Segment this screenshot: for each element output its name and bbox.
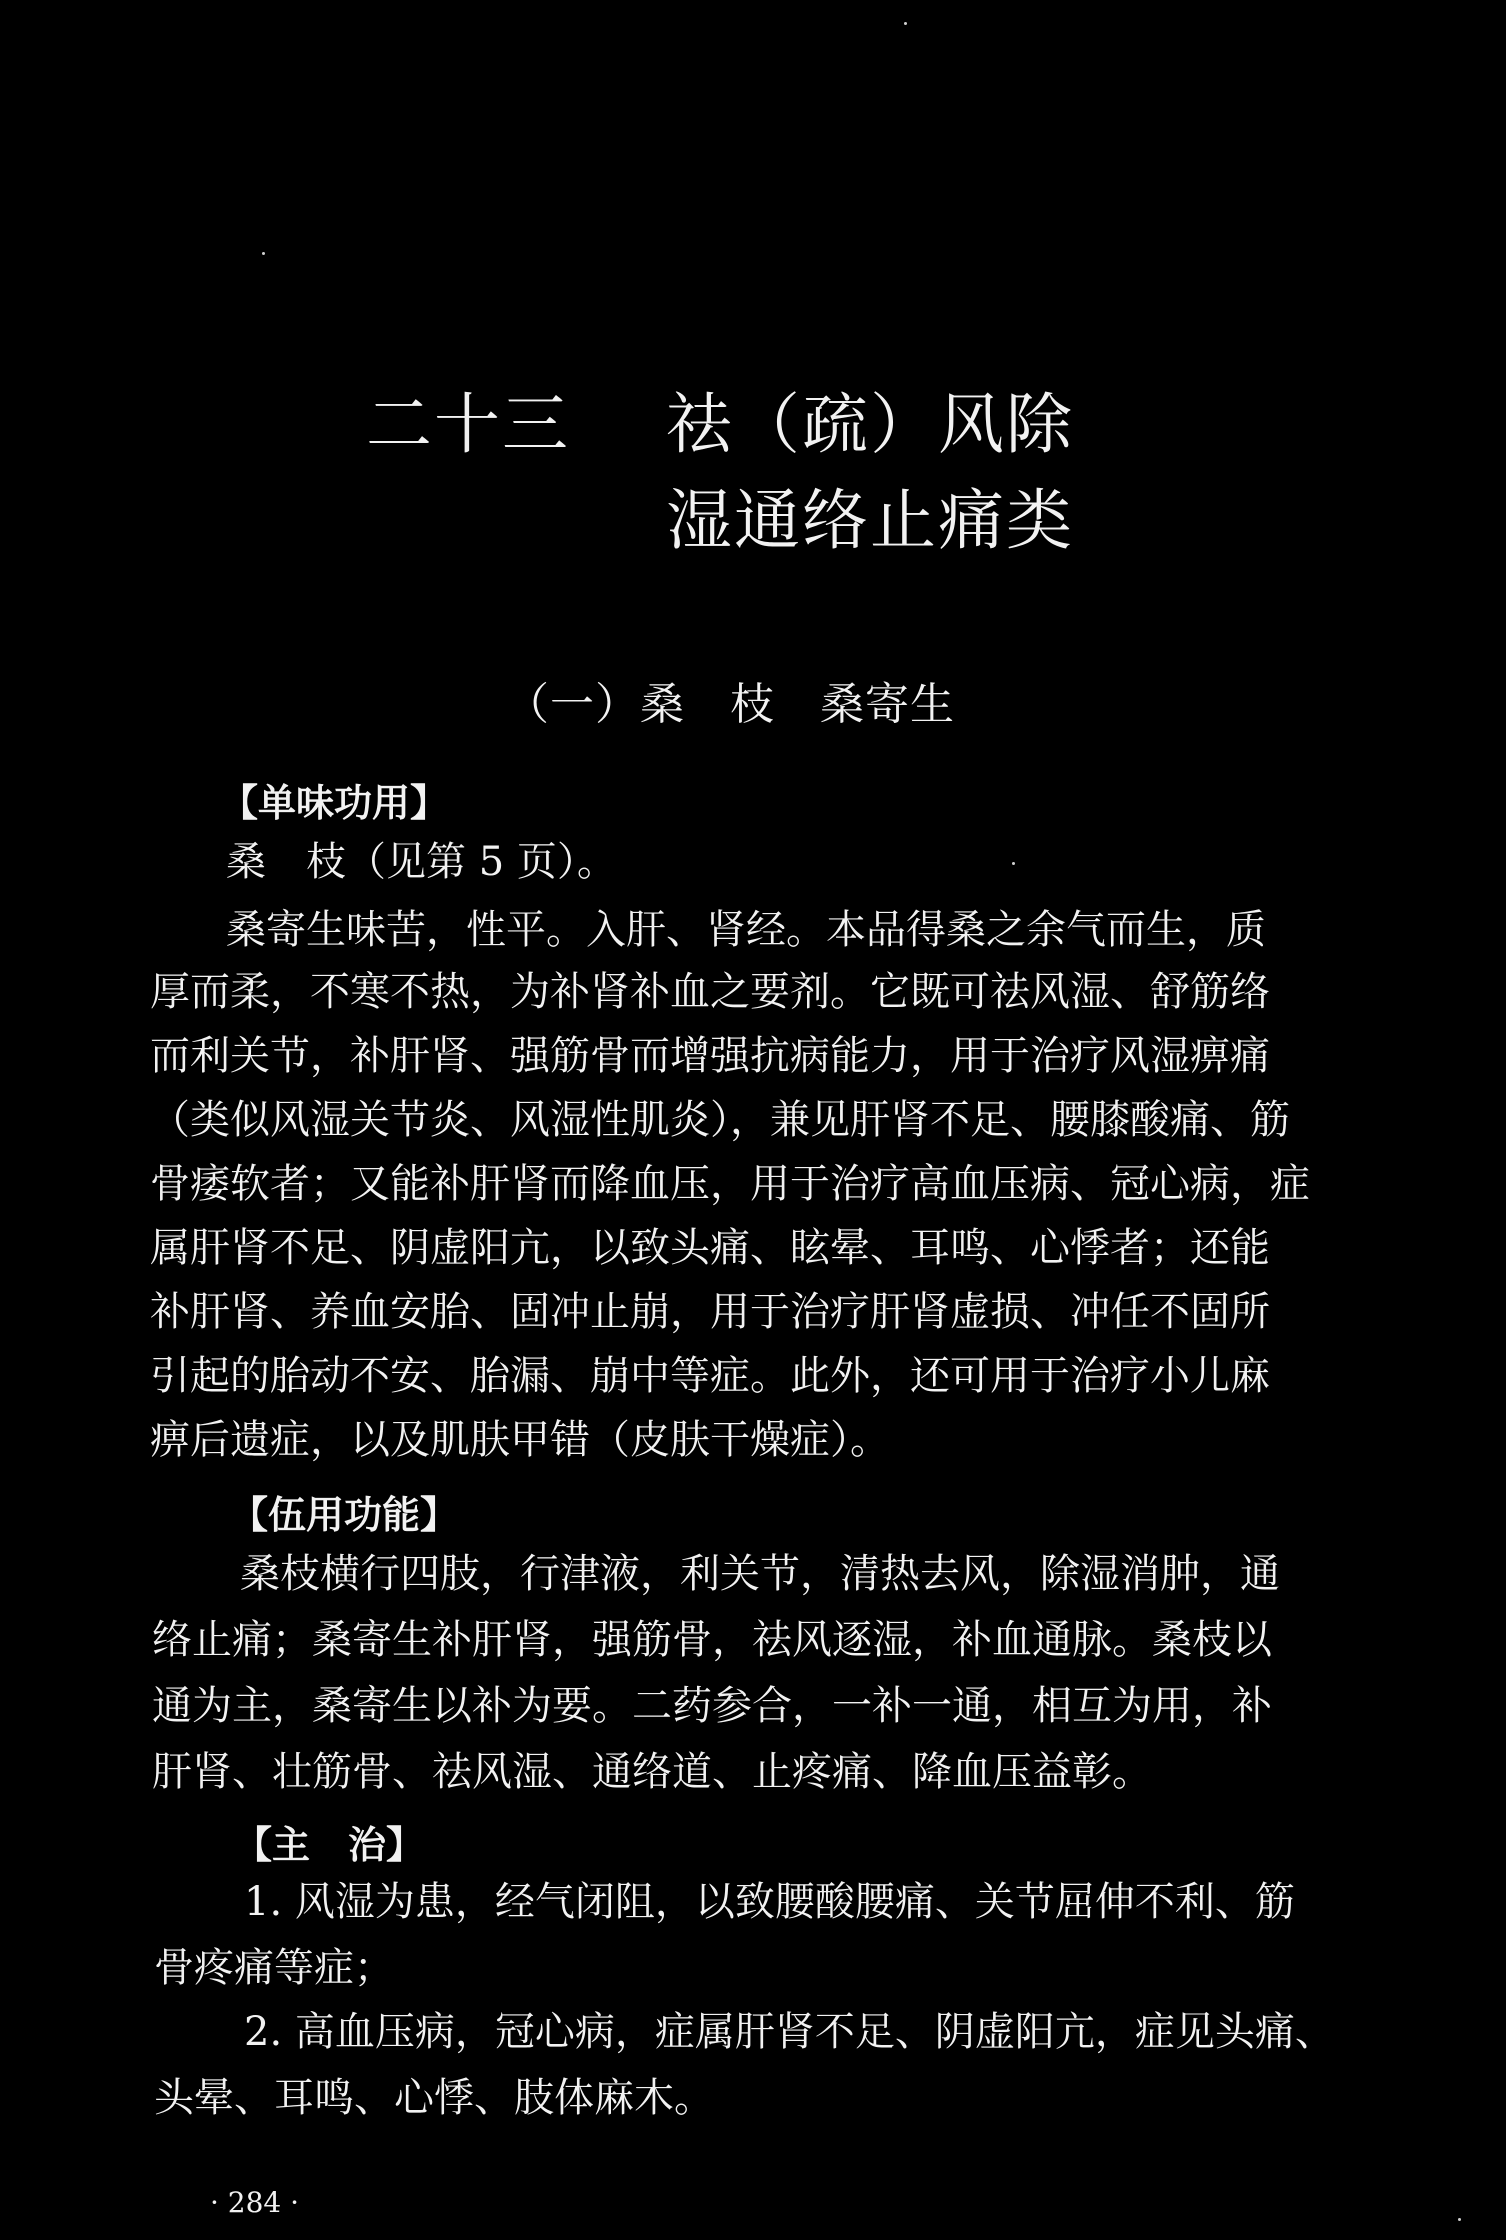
- scan-speck: [1012, 862, 1015, 865]
- single-use-line: 补肝肾、养血安胎、固冲止崩，用于治疗肝肾虚损、冲任不固所: [150, 1289, 1270, 1335]
- single-use-line: 桑 枝（见第 5 页）。: [226, 839, 617, 885]
- indications-tag: 【主 治】: [234, 1823, 425, 1867]
- single-use-line: 引起的胎动不安、胎漏、崩中等症。此外，还可用于治疗小儿麻: [150, 1353, 1270, 1399]
- section-heading: （一）桑 枝 桑寄生: [505, 679, 955, 730]
- indication-line: 1. 风湿为患，经气闭阻，以致腰酸腰痛、关节屈伸不利、筋: [244, 1879, 1295, 1925]
- chapter-title-line-1: 祛（疏）风除: [666, 386, 1074, 463]
- combined-use-line: 肝肾、壮筋骨、祛风湿、通络道、止疼痛、降血压益彰。: [152, 1749, 1152, 1795]
- single-use-tag: 【单味功用】: [220, 781, 449, 825]
- single-use-line: 而利关节，补肝肾、强筋骨而增强抗病能力，用于治疗风湿痹痛: [150, 1033, 1270, 1079]
- indication-line: 骨疼痛等症；: [154, 1945, 394, 1991]
- indication-line: 头晕、耳鸣、心悸、肢体麻木。: [154, 2075, 714, 2121]
- chapter-number: 二十三: [366, 386, 570, 463]
- combined-use-line: 络止痛；桑寄生补肝肾，强筋骨，祛风逐湿，补血通脉。桑枝以: [152, 1617, 1272, 1663]
- single-use-line: 厚而柔，不寒不热，为补肾补血之要剂。它既可祛风湿、舒筋络: [150, 969, 1270, 1015]
- page-number: · 284 ·: [210, 2186, 300, 2219]
- scan-speck: [1458, 2218, 1461, 2221]
- chapter-title-line-2: 湿通络止痛类: [666, 482, 1074, 559]
- single-use-line: 痹后遗症，以及肌肤甲错（皮肤干燥症）。: [150, 1417, 890, 1463]
- scan-speck: [904, 22, 907, 25]
- combined-use-tag: 【伍用功能】: [230, 1493, 459, 1537]
- scan-speck: [262, 252, 265, 255]
- combined-use-line: 通为主，桑寄生以补为要。二药参合，一补一通，相互为用，补: [152, 1683, 1272, 1729]
- single-use-line: 属肝肾不足、阴虚阳亢，以致头痛、眩晕、耳鸣、心悸者；还能: [150, 1225, 1270, 1271]
- indication-line: 2. 高血压病，冠心病，症属肝肾不足、阴虚阳亢，症见头痛、: [244, 2009, 1335, 2055]
- combined-use-line: 桑枝横行四肢，行津液，利关节，清热去风，除湿消肿，通: [240, 1551, 1280, 1597]
- single-use-line: 骨痿软者；又能补肝肾而降血压，用于治疗高血压病、冠心病，症: [150, 1161, 1310, 1207]
- single-use-line: （类似风湿关节炎、风湿性肌炎），兼见肝肾不足、腰膝酸痛、筋: [150, 1097, 1290, 1143]
- single-use-line: 桑寄生味苦，性平。入肝、肾经。本品得桑之余气而生，质: [226, 907, 1266, 953]
